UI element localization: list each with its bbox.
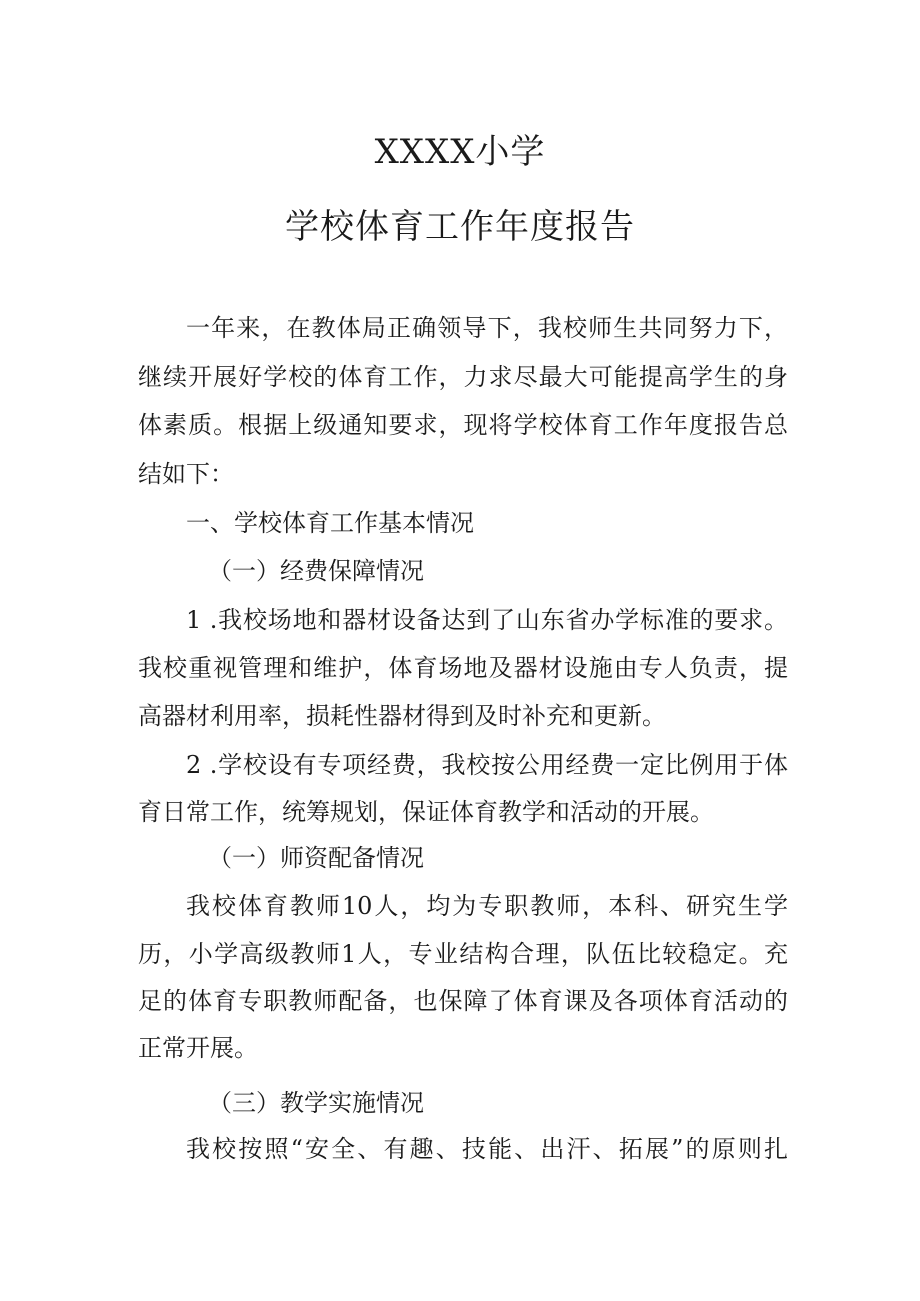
body-line: 我校重视管理和维护，体育场地及器材设施由专人负责，提 bbox=[138, 654, 788, 682]
body-line: 历，小学高级教师1人，专业结构合理，队伍比较稳定。充 bbox=[138, 940, 788, 968]
body-line: 育日常工作，统筹规划，保证体育教学和活动的开展。 bbox=[138, 798, 714, 826]
subsection-heading: （一）经费保障情况 bbox=[208, 557, 424, 585]
body-line: 2 .学校设有专项经费，我校按公用经费一定比例用于体 bbox=[186, 751, 788, 779]
body-line: 我校体育教师10人，均为专职教师，本科、研究生学 bbox=[186, 892, 788, 920]
body-line: 我校按照“安全、有趣、技能、出汗、拓展”的原则扎 bbox=[186, 1135, 788, 1163]
body-line: 继续开展好学校的体育工作，力求尽最大可能提高学生的身 bbox=[138, 363, 788, 391]
document-title-school: XXXX小学 bbox=[374, 132, 546, 172]
subsection-heading: （三）教学实施情况 bbox=[208, 1089, 424, 1117]
body-line: 体素质。根据上级通知要求，现将学校体育工作年度报告总 bbox=[138, 411, 788, 439]
document-title-report: 学校体育工作年度报告 bbox=[285, 207, 635, 247]
body-line: 结如下： bbox=[138, 460, 234, 488]
body-line: 足的体育专职教师配备，也保障了体育课及各项体育活动的 bbox=[138, 987, 788, 1015]
body-line: 正常开展。 bbox=[138, 1034, 258, 1062]
body-line: 1 .我校场地和器材设备达到了山东省办学标准的要求。 bbox=[186, 606, 788, 634]
section-heading: 一、学校体育工作基本情况 bbox=[186, 509, 474, 537]
body-line: 一年来，在教体局正确领导下，我校师生共同努力下， bbox=[186, 314, 788, 342]
subsection-heading: （一）师资配备情况 bbox=[208, 844, 424, 872]
body-line: 高器材利用率，损耗性器材得到及时补充和更新。 bbox=[138, 702, 666, 730]
